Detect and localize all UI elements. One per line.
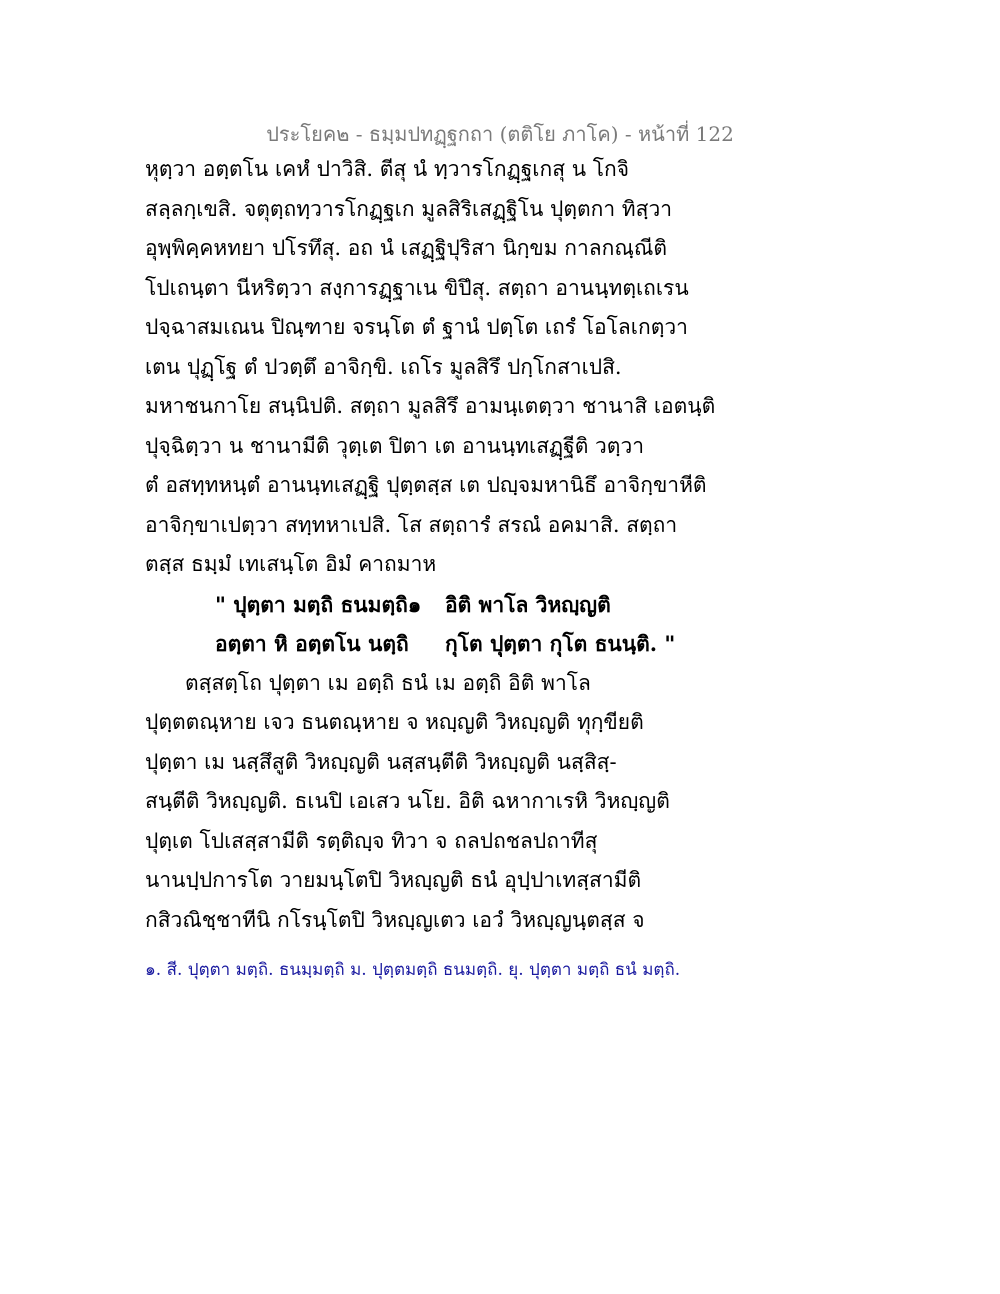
text-line: ปุตฺตา เม นสฺสึสูติ วิหญฺญติ นสฺสนฺตีติ วิหญฺญติ นสฺสิสฺ- [145,749,617,774]
verse-line-2-first-half: อตฺตา หิ อตฺตโน นตฺถิ [215,631,409,656]
text-line: ปุตฺเต โปเสสฺสามีติ รตฺติญฺจ ทิวา จ ถลปถชลปถาทีสุ [145,828,598,853]
text-line: มหาชนกาโย สนฺนิปติ. สตฺถา มูลสิรึ อามนฺเตตฺวา ชานาสิ เอตนฺติ [145,394,716,418]
verse-line-1-second-half: อิติ พาโล วิหญฺญติ [445,591,611,617]
text-line: เตน ปุฏฺโฐ ตํ ปวตฺตึ อาจิกฺขิ. เถโร มูลสิรึ ปกฺโกสาเปสิ. [145,354,622,379]
verse-line-2-second-half: กุโต ปุตฺตา กุโต ธนนฺติ. " [445,631,676,656]
text-line: กสิวณิชฺชาทีนิ กโรนฺโตปิ วิหญฺญเตว เอวํ วิหญฺญนฺตสฺส จ [145,907,645,932]
verse-line-1-first-half: " ปุตฺตา มตฺถิ ธนมตฺถิ๑ [215,591,422,617]
text-line: ปุจฺฉิตฺวา น ชานามีติ วุตฺเต ปิตา เต อานนฺทเสฏฺฐีติ วตฺวา [145,433,645,458]
text-line: ตสฺสตฺโถ ปุตฺตา เม อตฺถิ ธนํ เม อตฺถิ อิติ พาโล [185,670,591,695]
text-line: ปจฺฉาสมเณน ปิณฺฑาย จรนฺโต ตํ ฐานํ ปตฺโต เถรํ โอโลเกตฺวา [145,315,688,339]
text-line: อุพฺพิคฺคหทยา ปโรทึสุ. อถ นํ เสฏฺฐิปุริสา นิกฺขม กาลกณฺณีติ [145,236,667,260]
text-line: สลฺลกฺเขสิ. จตุตฺถทฺวารโกฏฺฐเก มูลสิริเสฏฺฐิโน ปุตฺตกา ทิสฺวา [145,196,673,221]
verse-line-2 [145,624,705,664]
text-line: สนฺตีติ วิหญฺญติ. ธเนปิ เอเสว นโย. อิติ ฉหากาเรหิ วิหญฺญติ [145,789,670,813]
page-body [145,150,716,940]
verse-line-1 [145,585,705,625]
text-line: หุตฺวา อตฺตโน เคหํ ปาวิสิ. ตีสุ นํ ทฺวารโกฏฺฐเกสุ น โกจิ [145,157,630,181]
text-line: นานปฺปการโต วายมนฺโตปิ วิหญฺญติ ธนํ อุปฺปาเทสฺสามีติ [145,868,642,892]
page-header-text: ประโยค๒ - ธมฺมปทฏฺฐกถา (ตติโย ภาโค) - หน้าที่ 122 [266,122,734,146]
footnote: ๑. สี. ปุตฺตา มตฺถิ. ธนมฺมตฺถิ ม. ปุตฺตมตฺถิ ธนมตฺถิ. ยุ. ปุตฺตา มตฺถิ ธนํ มตฺถิ. [145,960,681,980]
text-line: ตสฺส ธมฺมํ เทเสนฺโต อิมํ คาถมาห [145,552,437,576]
page-header [0,118,1000,150]
text-line: โปเถนฺตา นีหริตฺวา สงฺการฏฺฐาเน ขิปึสุ. สตฺถา อานนฺทตฺเถเรน [145,275,689,300]
text-line: อาจิกฺขาเปตฺวา สทฺทหาเปสิ. โส สตฺถารํ สรณํ อคมาสิ. สตฺถา [145,512,678,537]
text-line: ตํ อสทฺทหนฺตํ อานนฺทเสฏฺฐิ ปุตฺตสฺส เต ปญฺจมหานิธึ อาจิกฺขาหีติ [145,473,707,497]
text-line: ปุตฺตตณฺหาย เจว ธนตณฺหาย จ หญฺญติ วิหญฺญติ ทุกฺขียติ [145,710,644,734]
